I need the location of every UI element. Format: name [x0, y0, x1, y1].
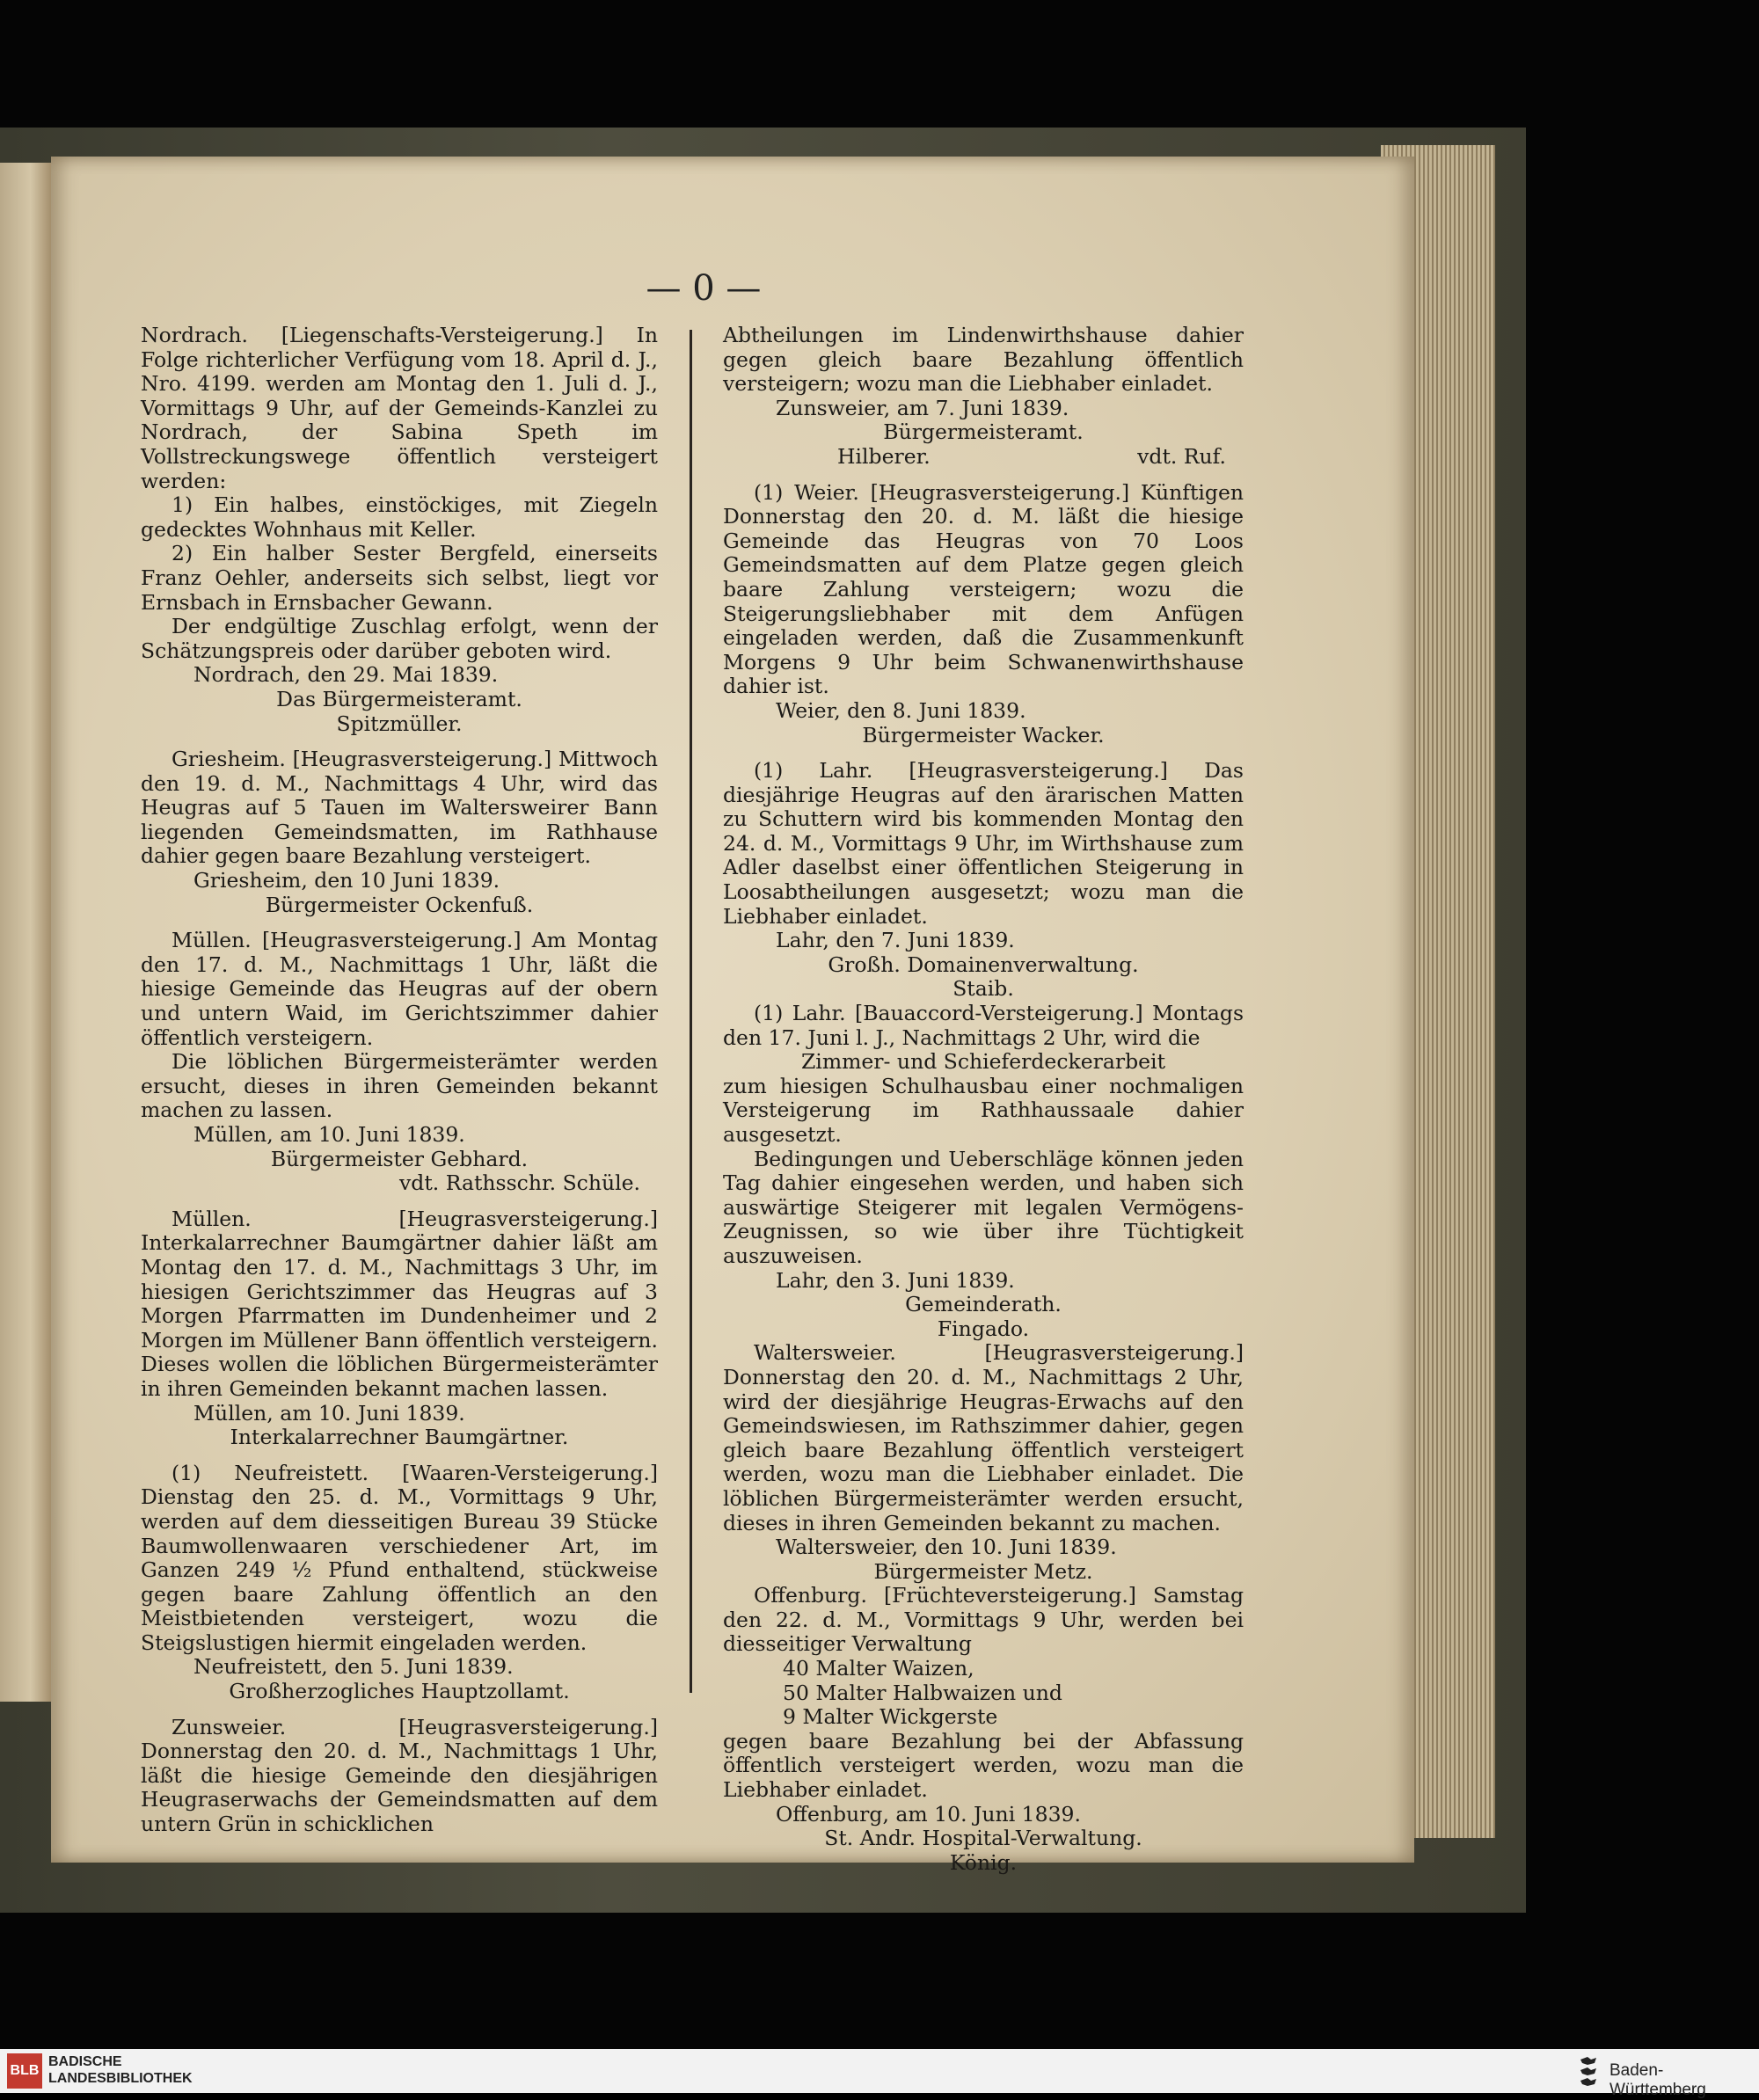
right-centered-line: Fingado. — [937, 1316, 1030, 1341]
left-date-line: Griesheim, den 10 Juni 1839. — [193, 868, 500, 893]
signature-right: vdt. Rathsschr. Schüle. — [399, 1170, 640, 1196]
blb-logo[interactable]: BLB — [7, 2053, 42, 2089]
right-centered-line: Zimmer- und Schieferdeckerarbeit — [800, 1049, 1166, 1075]
right-centered-line: Gemeinderath. — [905, 1292, 1062, 1317]
right-signature-row — [723, 445, 1244, 470]
right-paragraph: Waltersweier. [Heugrasversteigerung.] Donnerstag den 20. d. M., Nachmittags 2 Uhr, wird der diesjährige Heugras-Erwachs auf den Gemeindswiesen, im Rathszimmer dahier, gegen gleich baare Bezahlung öffentlich versteigert werden, wozu man die Liebhaber einladet. Die löblichen Bürgermeisterämter werden ersucht, dieses in ihren Gemeinden bekannt zu machen. — [723, 1340, 1244, 1535]
left-date-line: Neufreistett, den 5. Juni 1839. — [193, 1654, 514, 1680]
left-date-line: Müllen, am 10. Juni 1839. — [193, 1400, 465, 1426]
right-paragraph: Abtheilungen im Lindenwirthshause dahier gegen gleich baare Bezahlung öffentlich versteigern; wozu man die Liebhaber einladet. — [723, 323, 1244, 397]
left-notice-paragraph: Müllen. [Heugrasversteigerung.] Interkalarrechner Baumgärtner dahier läßt am Montag den 17. d. M., Nachmittags 3 Uhr, im hiesigen Gerichtszimmer das Heugras auf 3 Morgen Pfarrmatten im Dundenheimer und 2 Morgen im Müllener Bann öffentlich versteigern. Dieses wollen die löblichen Bürgermeisterämter in ihren Gemeinden bekannt machen lassen. — [141, 1206, 658, 1401]
right-paragraph: (1) Lahr. [Bauaccord-Versteigerung.] Montags den 17. Juni l. J., Nachmittags 2 Uhr, wird die — [723, 1001, 1244, 1050]
right-list-item: 50 Malter Halbwaizen und — [783, 1680, 1062, 1705]
left-date-line: Müllen, am 10. Juni 1839. — [193, 1122, 465, 1147]
right-paragraph: gegen baare Bezahlung bei der Abfassung öffentlich versteigert werden, wozu man die Liebhaber einladet. — [723, 1728, 1244, 1803]
left-paragraph: Der endgültige Zuschlag erfolgt, wenn der Schätzungspreis oder darüber geboten wird. — [141, 614, 658, 663]
left-date-line: Nordrach, den 29. Mai 1839. — [193, 662, 499, 688]
left-notice-paragraph: Zunsweier. [Heugrasversteigerung.] Donnerstag den 20. d. M., Nachmittags 1 Uhr, läßt die hiesige Gemeinde den diesjährigen Heugraserwachs der Gemeindsmatten auf dem untern Grün in schicklichen — [141, 1714, 658, 1837]
left-centered-line: Das Bürgermeisteramt. — [276, 686, 522, 711]
left-paragraph: Die löblichen Bürgermeisterämter werden ersucht, dieses in ihren Gemeinden bekannt machen zu lassen. — [141, 1049, 658, 1123]
right-centered-line: Bürgermeister Metz. — [873, 1558, 1093, 1584]
left-paragraph: 2) Ein halber Sester Bergfeld, einerseits Franz Oehler, anderseits sich selbst, liegt vor Ernsbach in Ernsbacher Gewann. — [141, 541, 658, 615]
right-centered-line: Großh. Domainenverwaltung. — [828, 952, 1139, 977]
left-page-edge — [0, 163, 51, 1702]
right-centered-line: König. — [949, 1849, 1018, 1875]
left-centered-line: Bürgermeister Ockenfuß. — [265, 892, 534, 917]
left-centered-line: Spitzmüller. — [336, 711, 463, 736]
right-paragraph: zum hiesigen Schulhausbau einer nochmaligen Versteigerung im Rathhaussaale dahier ausgesetzt. — [723, 1073, 1244, 1147]
library-name[interactable] — [48, 2053, 193, 2087]
right-notice-paragraph: (1) Weier. [Heugrasversteigerung.] Künftigen Donnerstag den 20. d. M. läßt die hiesige Gemeinde das Heugras von 70 Loos Gemeindsmatten auf dem Platze gegen gleich baare Zahlung versteigern; wozu die Steigerungsliebhaber mit dem Anfügen eingeladen werden, daß die Zusammenkunft Morgens 9 Uhr beim Schwanenwirthshause dahier ist. — [723, 479, 1244, 699]
right-paragraph: Offenburg. [Früchteversteigerung.] Samstag den 22. d. M., Vormittags 9 Uhr, werden bei diesseitiger Verwaltung — [723, 1583, 1244, 1657]
left-paragraph: 1) Ein halbes, einstöckiges, mit Ziegeln gedecktes Wohnhaus mit Keller. — [141, 492, 658, 542]
right-date-line: Zunsweier, am 7. Juni 1839. — [776, 395, 1069, 420]
right-centered-line: Bürgermeister Wacker. — [862, 722, 1105, 747]
left-centered-line: Bürgermeister Gebhard. — [270, 1146, 529, 1171]
right-date-line: Lahr, den 3. Juni 1839. — [776, 1267, 1015, 1293]
signature-left: Hilberer. — [837, 443, 931, 469]
library-name-line2: LANDESBIBLIOTHEK — [48, 2071, 193, 2086]
right-date-line: Offenburg, am 10. Juni 1839. — [776, 1801, 1081, 1827]
left-paragraph: Nordrach. [Liegenschafts-Versteigerung.] In Folge richterlicher Verfügung vom 18. April d. J., Nro. 4199. werden am Montag den 1. Juli d. J., Vormittags 9 Uhr, auf der Gemeinds-Kanzlei zu Nordrach, der Sabina Speth im Vollstreckungswege öffentlich versteigert werden: — [141, 323, 658, 493]
state-label: Baden-Württemberg — [1609, 2061, 1706, 2099]
right-list-item: 9 Malter Wickgerste — [783, 1704, 998, 1730]
left-column — [141, 324, 658, 1837]
library-name-line1: BADISCHE — [48, 2054, 122, 2069]
right-centered-line: Staib. — [952, 976, 1014, 1002]
right-notice-paragraph: (1) Lahr. [Heugrasversteigerung.] Das diesjährige Heugras auf den ärarischen Matten zu Schuttern wird bis kommenden Montag den 24. d. M., Vormittags 9 Uhr, im Wirthshause zum Adler daselbst einer öffentlichen Steigerung in Loosabtheilungen ausgesetzt; wozu man die Liebhaber einladet. — [723, 758, 1244, 929]
right-date-line: Weier, den 8. Juni 1839. — [776, 697, 1026, 723]
right-centered-line: Bürgermeisteramt. — [883, 419, 1084, 445]
left-centered-line: Großherzogliches Hauptzollamt. — [229, 1679, 570, 1704]
signature-right: vdt. Ruf. — [1137, 443, 1226, 469]
state-crest-icon — [1579, 2054, 1598, 2088]
page-number: — 0 — — [646, 268, 762, 309]
left-notice-paragraph: Griesheim. [Heugrasversteigerung.] Mittwoch den 19. d. M., Nachmittags 4 Uhr, wird das Heugras auf 5 Tauen im Waltersweirer Bann liegenden Gemeindsmatten, im Rathhause dahier gegen baare Bezahlung versteigert. — [141, 747, 658, 869]
right-column — [723, 324, 1244, 1875]
left-notice-paragraph: Müllen. [Heugrasversteigerung.] Am Montag den 17. d. M., Nachmittags 1 Uhr, läßt die hiesige Gemeinde das Heugras auf der obern und untern Waid, im Gerichtszimmer dahier öffentlich versteigern. — [141, 928, 658, 1050]
column-divider — [690, 330, 692, 1693]
right-list-item: 40 Malter Waizen, — [783, 1656, 974, 1681]
right-centered-line: St. Andr. Hospital-Verwaltung. — [824, 1826, 1142, 1851]
left-centered-line: Interkalarrechner Baumgärtner. — [230, 1425, 569, 1450]
left-notice-paragraph: (1) Neufreistett. [Waaren-Versteigerung.] Dienstag den 25. d. M., Vormittags 9 Uhr, werden auf dem diesseitigen Bureau 39 Stücke Baumwollenwaaren verschiedener Art, im Ganzen 249 ½ Pfund enthaltend, stückweise gegen baare Zahlung öffentlich an den Meistbietenden versteigert, wozu die Steigslustigen hiermit eingeladen werden. — [141, 1460, 658, 1655]
right-date-line: Lahr, den 7. Juni 1839. — [776, 928, 1015, 953]
right-date-line: Waltersweier, den 10. Juni 1839. — [776, 1535, 1117, 1560]
left-signature-row — [141, 1171, 658, 1196]
right-paragraph: Bedingungen und Ueberschläge können jeden Tag dahier eingesehen werden, und haben sich auswärtige Steigerer mit legalen Vermögens-Zeugnissen, so wie über ihre Tüchtigkeit auszuweisen. — [723, 1146, 1244, 1268]
footer-bar — [0, 2049, 1759, 2093]
